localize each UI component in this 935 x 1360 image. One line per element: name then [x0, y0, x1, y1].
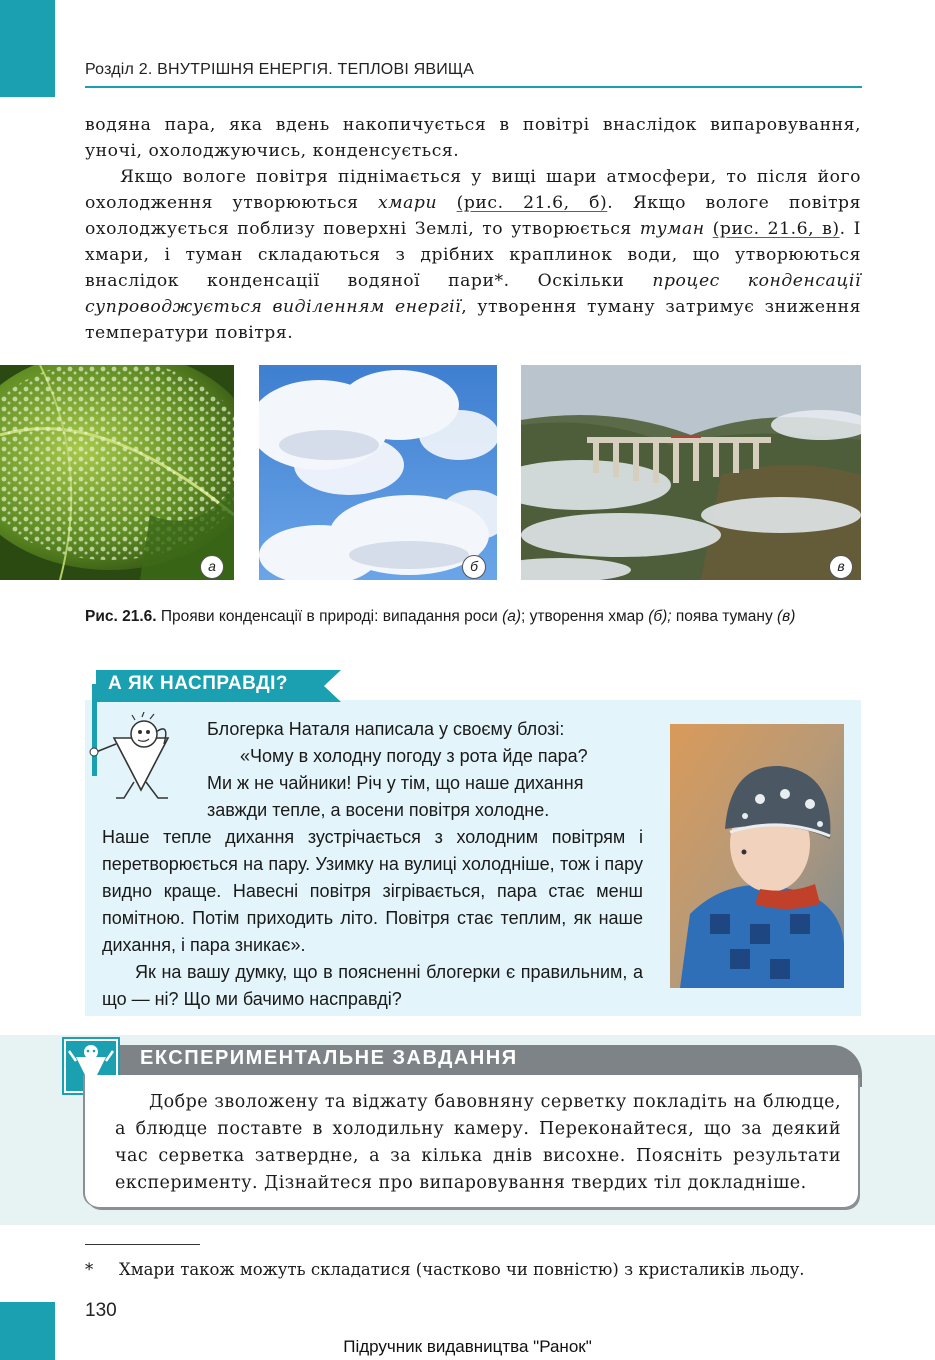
photo-dew: [0, 365, 234, 580]
paragraph-1: водяна пара, яка вдень накопичується в повітрі внаслідок випаровування, уночі, охолоджуючись, конденсується.: [85, 115, 861, 161]
page-tab-top: [0, 0, 55, 97]
thinking-mascot-icon: [86, 712, 186, 802]
header-rule: [85, 86, 862, 88]
page-number: 130: [85, 1300, 117, 1321]
running-header: Розділ 2. ВНУТРІШНЯ ЕНЕРГІЯ. ТЕПЛОВІ ЯВИЩА: [85, 61, 475, 78]
footnote-rule: [85, 1244, 200, 1245]
emphasis-condensation: процес конденсації супроводжується виділенням енергії: [85, 271, 861, 317]
figure-ref-v[interactable]: (рис. 21.6, в): [712, 219, 840, 239]
footnote-text: Хмари також можуть складатися (частково чи повністю) з кристаликів льоду.: [119, 1260, 805, 1279]
blog-line-2: «Чому в холодну погоду з рота йде пара?: [240, 746, 588, 766]
blog-quote-intro: [207, 716, 643, 824]
experiment-title: ЕКСПЕРИМЕНТАЛЬНЕ ЗАВДАННЯ: [140, 1047, 518, 1069]
figure-label-a: а: [200, 555, 224, 579]
body-text: [85, 112, 861, 346]
figure-caption: Рис. 21.6. Прояви конденсації в природі: випадання роси (а); утворення хмар (б); поява туману (в): [85, 608, 796, 625]
photo-clouds: [259, 365, 497, 580]
blog-line-1: Блогерка Наталя написала у своєму блозі:: [207, 719, 565, 739]
reality-tag-label: А ЯК НАСПРАВДІ?: [108, 673, 288, 694]
boy-in-hat-image: [670, 724, 844, 988]
clouds-image: [259, 365, 497, 580]
publisher-line: Підручник видавництва "Ранок": [343, 1337, 592, 1356]
footnote-mark: *: [85, 1260, 94, 1279]
figure-label-b: б: [462, 555, 486, 579]
blog-line-4: завжди тепле, а восени повітря холодне.: [207, 800, 550, 820]
figure-ref-b[interactable]: (рис. 21.6, б): [456, 193, 608, 213]
term-clouds: хмари: [378, 193, 438, 213]
footnote: [85, 1259, 865, 1281]
figure-number: Рис. 21.6.: [85, 608, 157, 625]
blog-quote-body: Наше тепле дихання зустрічається з холодним повітрям і перетворюється на пару. Узимку на вулиці холодніше, тож і пару видно краще. Навесні повітря зігрівається, пара стає менш помітною. Потім приходить літо. Повітря стає теплим, як наше дихання, і пара зникає».: [102, 827, 643, 955]
fog-valley-image: [521, 365, 861, 580]
blog-line-3: Ми ж не чайники! Річ у тім, що наше дихання: [207, 773, 584, 793]
dew-leaves-image: [0, 365, 234, 580]
photo-boy: [670, 724, 844, 988]
photo-fog: [521, 365, 861, 580]
experiment-paragraph: Добре зволожену та віджату бавовняну серветку покладіть на блюдце, а блюдце поставте в холодильну камеру. Переконайтеся, що за деякий час серветка затвердне, а за кілька днів висохне. Поясніть результати експерименту. Дізнайтеся про випаровування твердих тіл докладніше.: [115, 1092, 841, 1193]
term-fog: туман: [639, 219, 705, 239]
experiment-text: [115, 1089, 841, 1197]
figure-label-v: в: [829, 555, 853, 579]
blog-quote-rest: [102, 824, 643, 1013]
paragraph-2: Якщо вологе повітря піднімається у вищі шари атмосфери, то після його охолодження утворюються хмари (рис. 21.6, б). Якщо вологе повітря охолоджується поблизу поверхні Землі, то утворюється туман (рис. 21.6, в). І хмари, і туман складаються з дрібних краплинок води, що утворюються внаслідок конденсації водяної пари*. Оскільки процес конденсації супроводжується виділенням енергії, утворення туману затримує зниження температури повітря.: [85, 167, 861, 343]
reality-question: Як на вашу думку, що в поясненні блогерки є правильним, а що — ні? Що ми бачимо насправді?: [102, 962, 643, 1009]
